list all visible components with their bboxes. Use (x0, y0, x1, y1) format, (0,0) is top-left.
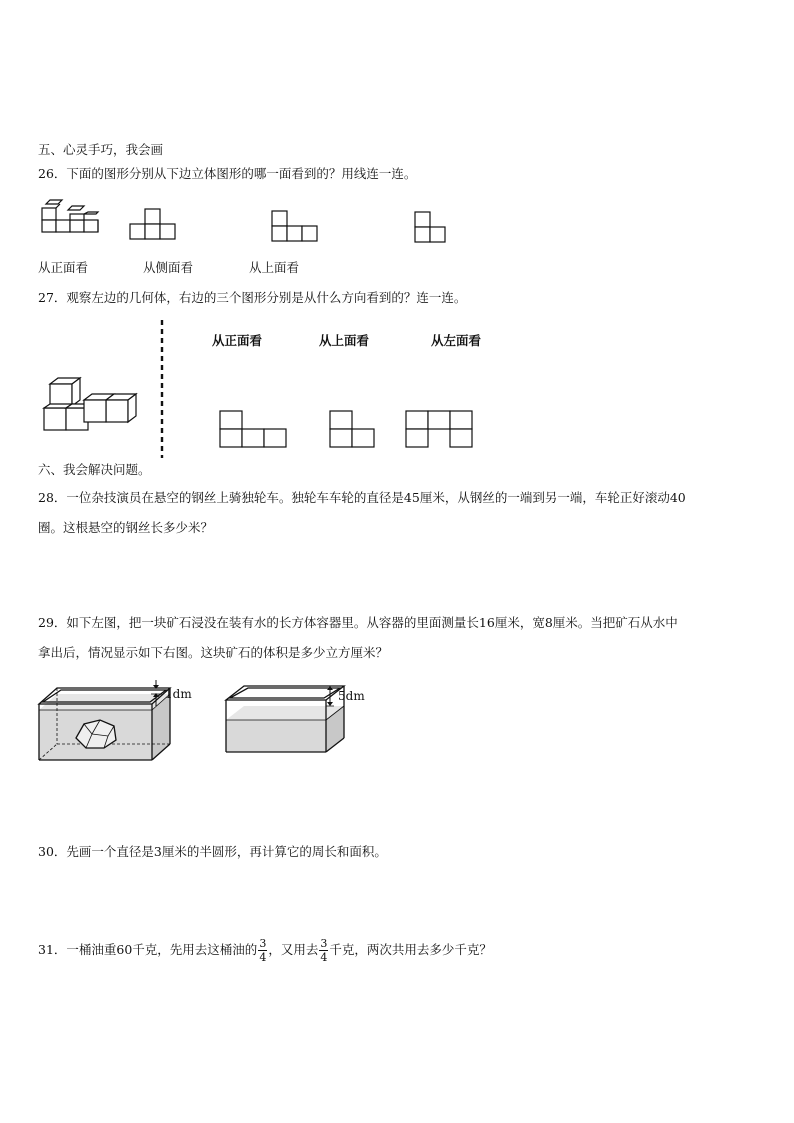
q26-view-shape-2 (272, 210, 318, 248)
question-29-line-1: 29．如下左图，把一块矿石浸没在装有水的长方体容器里。从容器的里面测量长16厘米，宽8厘米。当把矿石从水中 (38, 615, 678, 630)
q29-right-dimension-label: 5dm (338, 689, 365, 703)
section-5-heading: 五、心灵手巧，我会画 (38, 142, 164, 157)
q26-label-front: 从正面看 (38, 260, 89, 275)
q27-label-top: 从上面看 (319, 333, 370, 348)
q27-view-shape-1 (219, 410, 289, 454)
q27-solid-figure (44, 376, 140, 438)
q27-view-shape-3 (405, 410, 475, 454)
question-27-text: 27．观察左边的几何体，右边的三个图形分别是从什么方向看到的？连一连。 (38, 290, 467, 305)
question-28-line-1: 28．一位杂技演员在悬空的钢丝上骑独轮车。独轮车车轮的直径是45厘米，从钢丝的一端到另一端，车轮正好滚动40 (38, 490, 686, 505)
question-29-line-2: 拿出后，情况显示如下右图。这块矿石的体积是多少立方厘米？ (38, 645, 389, 660)
q31-fraction-1-numerator: 3 (259, 937, 267, 950)
q31-part-2: ，又用去 (268, 942, 319, 957)
q29-right-container (222, 684, 352, 760)
q27-dashed-divider (160, 320, 164, 464)
q27-label-left: 从左面看 (431, 333, 482, 348)
q31-part-3: 千克，两次共用去多少千克？ (329, 942, 492, 957)
q31-fraction-1-denominator: 4 (259, 951, 267, 964)
question-28-line-2: 圈。这根悬空的钢丝长多少米？ (38, 520, 214, 535)
question-31-text (38, 938, 492, 963)
q26-solid-figure (40, 200, 100, 248)
q27-label-front: 从正面看 (212, 333, 263, 348)
section-6-heading: 六、我会解决问题。 (38, 462, 151, 477)
q26-label-top: 从上面看 (249, 260, 300, 275)
question-26-text: 26．下面的图形分别从下边立体图形的哪一面看到的？用线连一连。 (38, 166, 417, 181)
q29-left-dimension-label: 1dm (165, 687, 192, 701)
q31-fraction-2-denominator: 4 (320, 951, 328, 964)
q31-part-1: 31．一桶油重60千克，先用去这桶油的 (38, 942, 258, 957)
q31-fraction-1 (258, 938, 267, 963)
q26-label-side: 从侧面看 (143, 260, 194, 275)
q27-view-shape-2 (329, 410, 377, 454)
q31-fraction-2 (319, 938, 328, 963)
question-30-text: 30．先画一个直径是3厘米的半圆形，再计算它的周长和面积。 (38, 844, 387, 859)
q26-view-shape-3 (414, 211, 446, 249)
q26-view-shape-1 (130, 207, 176, 247)
q31-fraction-2-numerator: 3 (320, 937, 328, 950)
